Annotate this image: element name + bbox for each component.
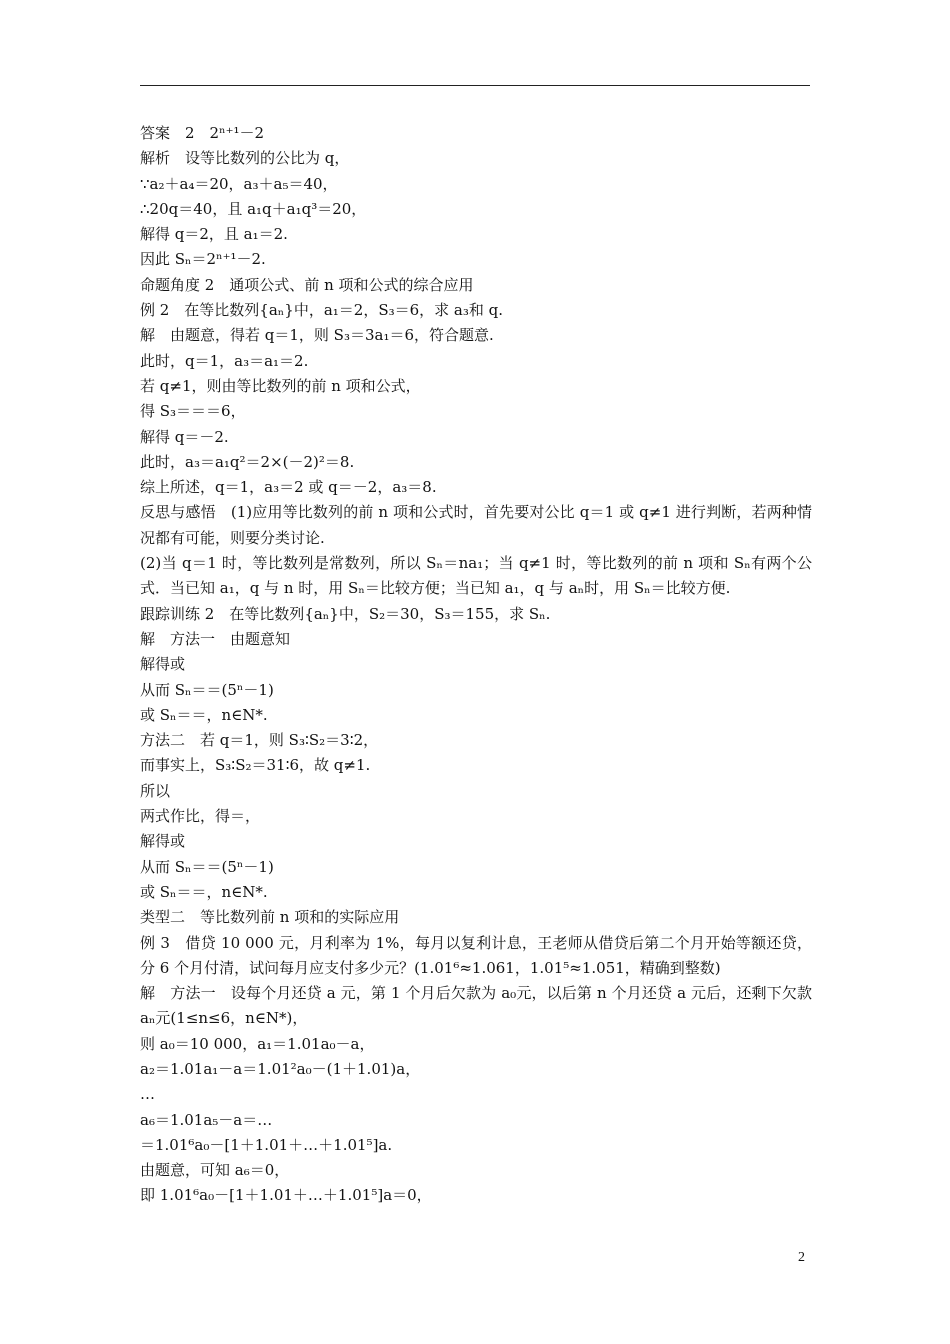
text-line: 方法二 若 q＝1，则 S₃∶S₂＝3∶2， — [140, 731, 379, 750]
text-line: 而事实上，S₃∶S₂＝31∶6，故 q≠1. — [140, 756, 371, 775]
text-line: 此时，q＝1，a₃＝a₁＝2. — [140, 351, 309, 370]
text-line: … — [140, 1085, 155, 1104]
text-line: 因此 Sₙ＝2ⁿ⁺¹－2. — [140, 250, 266, 269]
text-line: 解 由题意，得若 q＝1，则 S₃＝3a₁＝6，符合题意. — [140, 326, 494, 345]
section-heading: 类型二 等比数列前 n 项和的实际应用 — [140, 908, 400, 927]
text-line: a₂＝1.01a₁－a＝1.01²a₀－(1＋1.01)a， — [140, 1059, 421, 1078]
text-line: 此时，a₃＝a₁q²＝2×(－2)²＝8. — [140, 452, 355, 471]
text-line: 若 q≠1，则由等比数列的前 n 项和公式， — [140, 376, 421, 395]
text-line: 解得 q＝2，且 a₁＝2. — [140, 225, 288, 244]
practice-heading: 跟踪训练 2 在等比数列{aₙ}中，S₂＝30，S₃＝155，求 Sₙ. — [140, 604, 551, 623]
text-line: 综上所述，q＝1，a₃＝2 或 q＝－2，a₃＝8. — [140, 478, 437, 497]
text-line: 两式作比，得＝， — [140, 807, 261, 826]
text-line: ＝1.01⁶a₀－[1＋1.01＋…＋1.01⁵]a. — [140, 1135, 393, 1154]
text-line: 解得 q＝－2. — [140, 427, 229, 446]
text-line: 则 a₀＝10 000，a₁＝1.01a₀－a， — [140, 1034, 375, 1053]
text-line: 所以 — [140, 781, 171, 800]
text-line: 从而 Sₙ＝＝(5ⁿ－1) — [140, 857, 274, 876]
text-line: ∴20q＝40，且 a₁q＋a₁q³＝20， — [140, 199, 367, 218]
example-paragraph: 例 3 借贷 10 000 元，月利率为 1%，每月以复利计息，王老师从借贷后第二个月开始等额还贷，分 6 个月付清，试问每月应支付多少元？(1.01⁶≈1.061，1.01⁵≈1.051，精确到整数) — [140, 933, 812, 977]
example-heading: 例 2 在等比数列{aₙ}中，a₁＝2，S₃＝6，求 a₃和 q. — [140, 301, 504, 320]
text-line: 得 S₃＝＝＝6， — [140, 402, 246, 421]
reflection-paragraph-2: (2)当 q＝1 时，等比数列是常数列，所以 Sₙ＝na₁；当 q≠1 时，等比数列的前 n 项和 Sₙ有两个公式．当已知 a₁，q 与 n 时，用 Sₙ＝比较方便；当已知 a₁，q 与 aₙ时，用 Sₙ＝比较方便. — [140, 554, 812, 598]
text-line: 解 方法一 由题意知 — [140, 629, 291, 648]
text-line: 解得或 — [140, 655, 186, 674]
text-line: 或 Sₙ＝＝，n∈N*. — [140, 882, 268, 901]
text-line: 从而 Sₙ＝＝(5ⁿ－1) — [140, 680, 274, 699]
text-line: 由题意，可知 a₆＝0， — [140, 1161, 290, 1180]
text-line: 答案 2 2ⁿ⁺¹－2 — [140, 124, 265, 142]
page-number: 2 — [798, 1250, 805, 1265]
document-body — [140, 121, 812, 1209]
text-line: 即 1.01⁶a₀－[1＋1.01＋…＋1.01⁵]a＝0， — [140, 1186, 432, 1205]
text-line: ∵a₂＋a₄＝20，a₃＋a₅＝40， — [140, 174, 338, 193]
text-line: 解析 设等比数列的公比为 q， — [140, 149, 350, 168]
solution-paragraph: 解 方法一 设每个月还贷 a 元，第 1 个月后欠款为 a₀元，以后第 n 个月还贷 a 元后，还剩下欠款 aₙ元(1≤n≤6，n∈N*)， — [140, 984, 812, 1028]
section-heading: 命题角度 2 通项公式、前 n 项和公式的综合应用 — [140, 275, 474, 294]
reflection-paragraph: 反思与感悟 (1)应用等比数列的前 n 项和公式时，首先要对公比 q＝1 或 q≠1 进行判断，若两种情况都有可能，则要分类讨论. — [140, 503, 812, 547]
text-line: 或 Sₙ＝＝，n∈N*. — [140, 705, 268, 724]
text-line: a₆＝1.01a₅－a＝… — [140, 1110, 273, 1129]
header-rule — [140, 85, 810, 86]
text-line: 解得或 — [140, 832, 186, 851]
